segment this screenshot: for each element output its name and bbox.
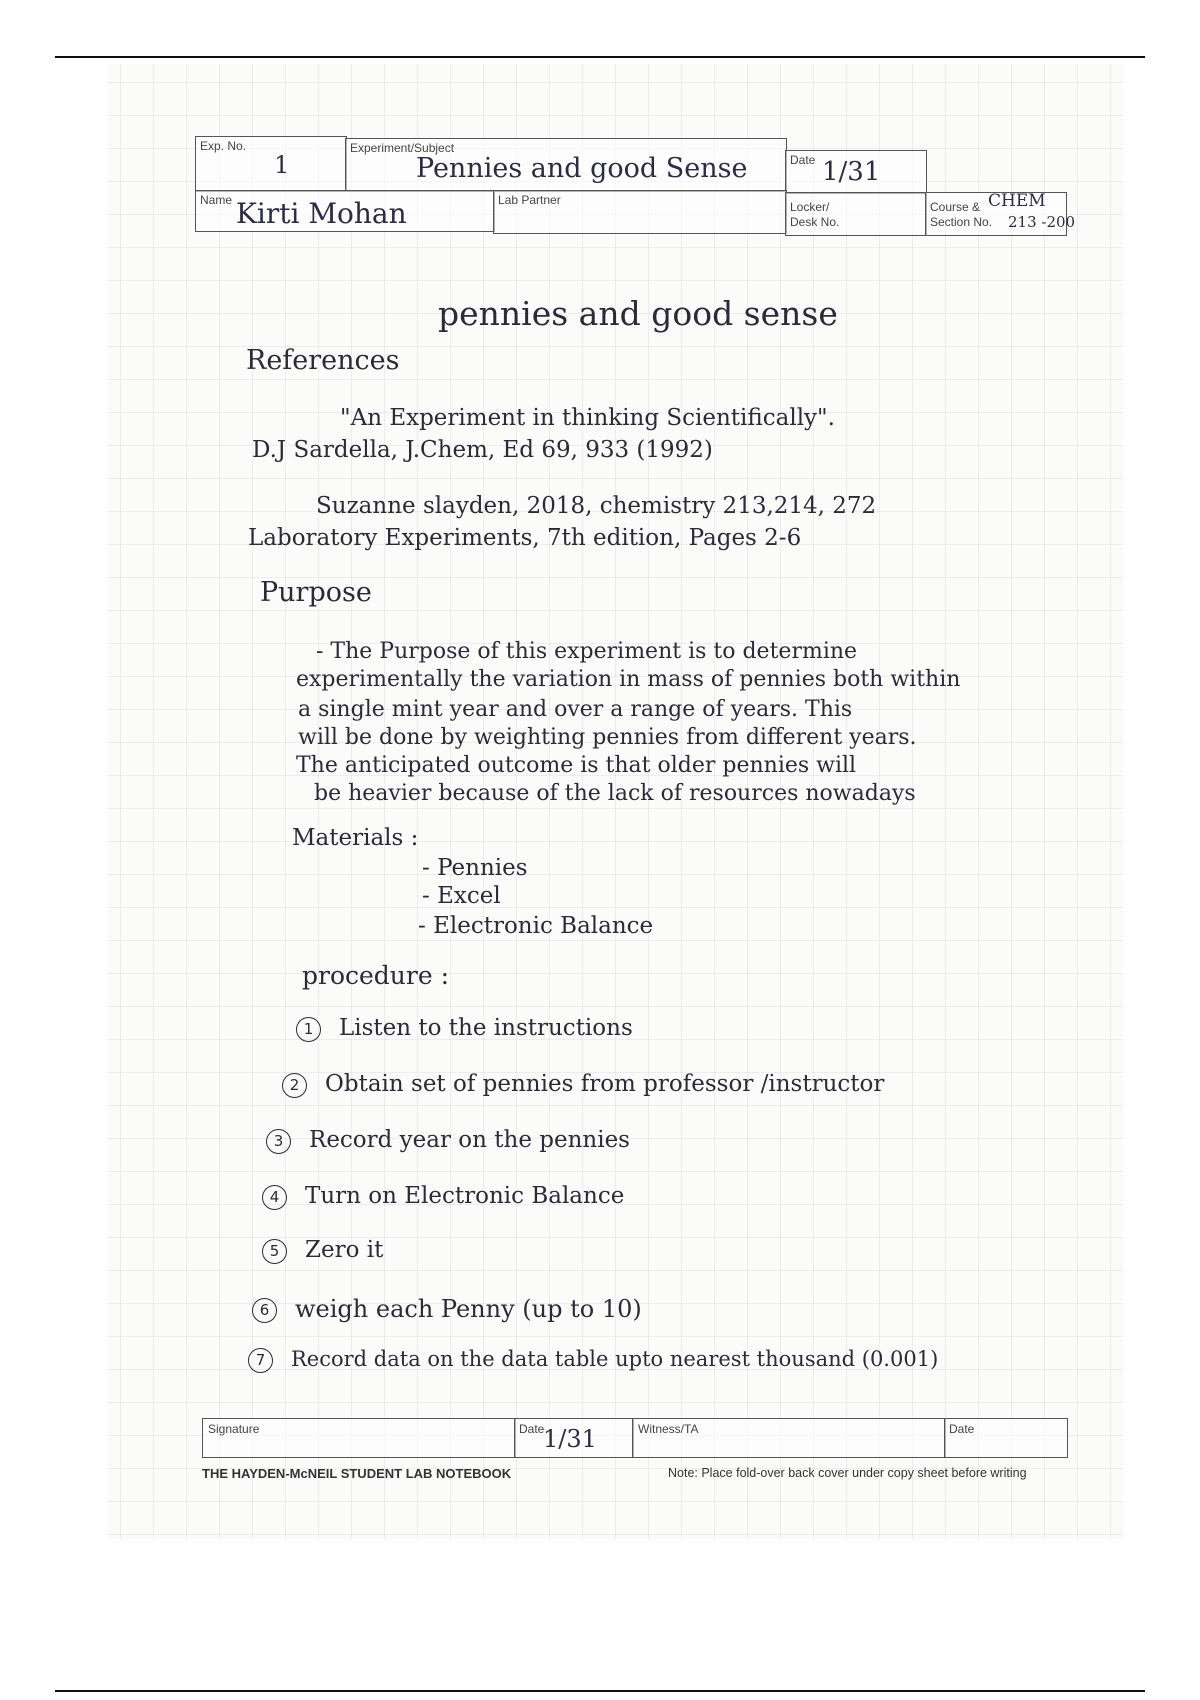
copy-sheet-note: Note: Place fold-over back cover under copy sheet before writing (668, 1466, 1027, 1480)
subject-cell (345, 138, 787, 192)
procedure-step (266, 1128, 630, 1154)
step-number: 6 (252, 1298, 277, 1323)
procedure-step (262, 1184, 624, 1210)
step-text: weigh each Penny (up to 10) (295, 1295, 642, 1323)
reference-line: Laboratory Experiments, 7th edition, Pages 2-6 (248, 525, 802, 551)
purpose-line: The anticipated outcome is that older pennies will (296, 753, 857, 778)
purpose-line: be heavier because of the lack of resources nowadays (314, 781, 916, 806)
step-text: Listen to the instructions (339, 1015, 633, 1041)
course-cell (925, 191, 1076, 236)
witness-label: Witness/TA (638, 1422, 699, 1436)
signature-label: Signature (208, 1422, 260, 1436)
reference-line: Suzanne slayden, 2018, chemistry 213,214, 272 (316, 493, 877, 519)
lab-partner-label: Lab Partner (498, 193, 561, 207)
step-number: 4 (262, 1185, 287, 1210)
procedure-step (282, 1072, 884, 1098)
course-label-1: Course & (930, 200, 981, 214)
locker-cell (785, 192, 927, 236)
course-label-2: Section No. (930, 215, 993, 229)
name-label: Name (200, 193, 233, 207)
step-number: 2 (282, 1073, 307, 1098)
materials-heading: Materials : (292, 825, 419, 851)
footer-date-label: Date (519, 1422, 545, 1436)
procedure-step (262, 1238, 383, 1264)
witness-cell (632, 1418, 946, 1458)
top-rule (55, 56, 1145, 58)
footer-date2-label: Date (949, 1422, 975, 1436)
references-heading: References (246, 345, 400, 376)
procedure-step (296, 1016, 633, 1042)
date-label: Date (790, 153, 816, 167)
notebook-brand: THE HAYDEN-McNEIL STUDENT LAB NOTEBOOK (202, 1466, 512, 1481)
locker-label-1: Locker/ (790, 200, 830, 214)
bottom-rule (55, 1690, 1145, 1692)
step-text: Turn on Electronic Balance (305, 1183, 625, 1209)
material-item: - Excel (422, 883, 501, 909)
subject-value: Pennies and good Sense (416, 153, 748, 184)
reference-line: D.J Sardella, J.Chem, Ed 69, 933 (1992) (252, 437, 713, 463)
purpose-heading: Purpose (260, 577, 372, 608)
step-number: 7 (248, 1348, 273, 1373)
date-cell (785, 150, 927, 194)
material-item: - Electronic Balance (418, 913, 654, 939)
step-text: Record data on the data table upto nearest thousand (0.001) (291, 1347, 939, 1371)
step-text: Record year on the pennies (309, 1127, 630, 1153)
subject-label: Experiment/Subject (350, 141, 455, 155)
step-number: 1 (296, 1017, 321, 1042)
course-value: CHEM (988, 191, 1046, 211)
name-value: Kirti Mohan (236, 197, 407, 230)
signature-cell (202, 1418, 516, 1458)
section-value: 213 -200 (1008, 213, 1076, 231)
exp-no-cell (195, 136, 347, 192)
step-number: 5 (262, 1239, 287, 1264)
procedure-heading: procedure : (302, 961, 450, 990)
procedure-step (248, 1348, 938, 1373)
step-number: 3 (266, 1129, 291, 1154)
lab-partner-cell (493, 190, 787, 234)
exp-no-label: Exp. No. (200, 139, 247, 153)
material-item: - Pennies (422, 855, 528, 881)
purpose-line: experimentally the variation in mass of pennies both within (296, 667, 961, 692)
purpose-line: - The Purpose of this experiment is to determine (316, 639, 858, 664)
footer-date2-cell (944, 1418, 1068, 1458)
footer-date-cell (514, 1418, 634, 1458)
locker-label-2: Desk No. (790, 215, 840, 229)
step-text: Obtain set of pennies from professor /instructor (325, 1071, 885, 1097)
footer-date-value: 1/31 (543, 1425, 597, 1453)
procedure-step (252, 1296, 642, 1323)
page-title: pennies and good sense (438, 294, 838, 333)
reference-line: "An Experiment in thinking Scientifically". (340, 405, 835, 431)
date-value: 1/31 (822, 157, 881, 187)
name-cell (195, 190, 495, 232)
exp-no-value: 1 (274, 151, 290, 179)
purpose-line: a single mint year and over a range of years. This (298, 697, 853, 722)
purpose-line: will be done by weighting pennies from different years. (298, 725, 917, 750)
step-text: Zero it (305, 1237, 384, 1263)
